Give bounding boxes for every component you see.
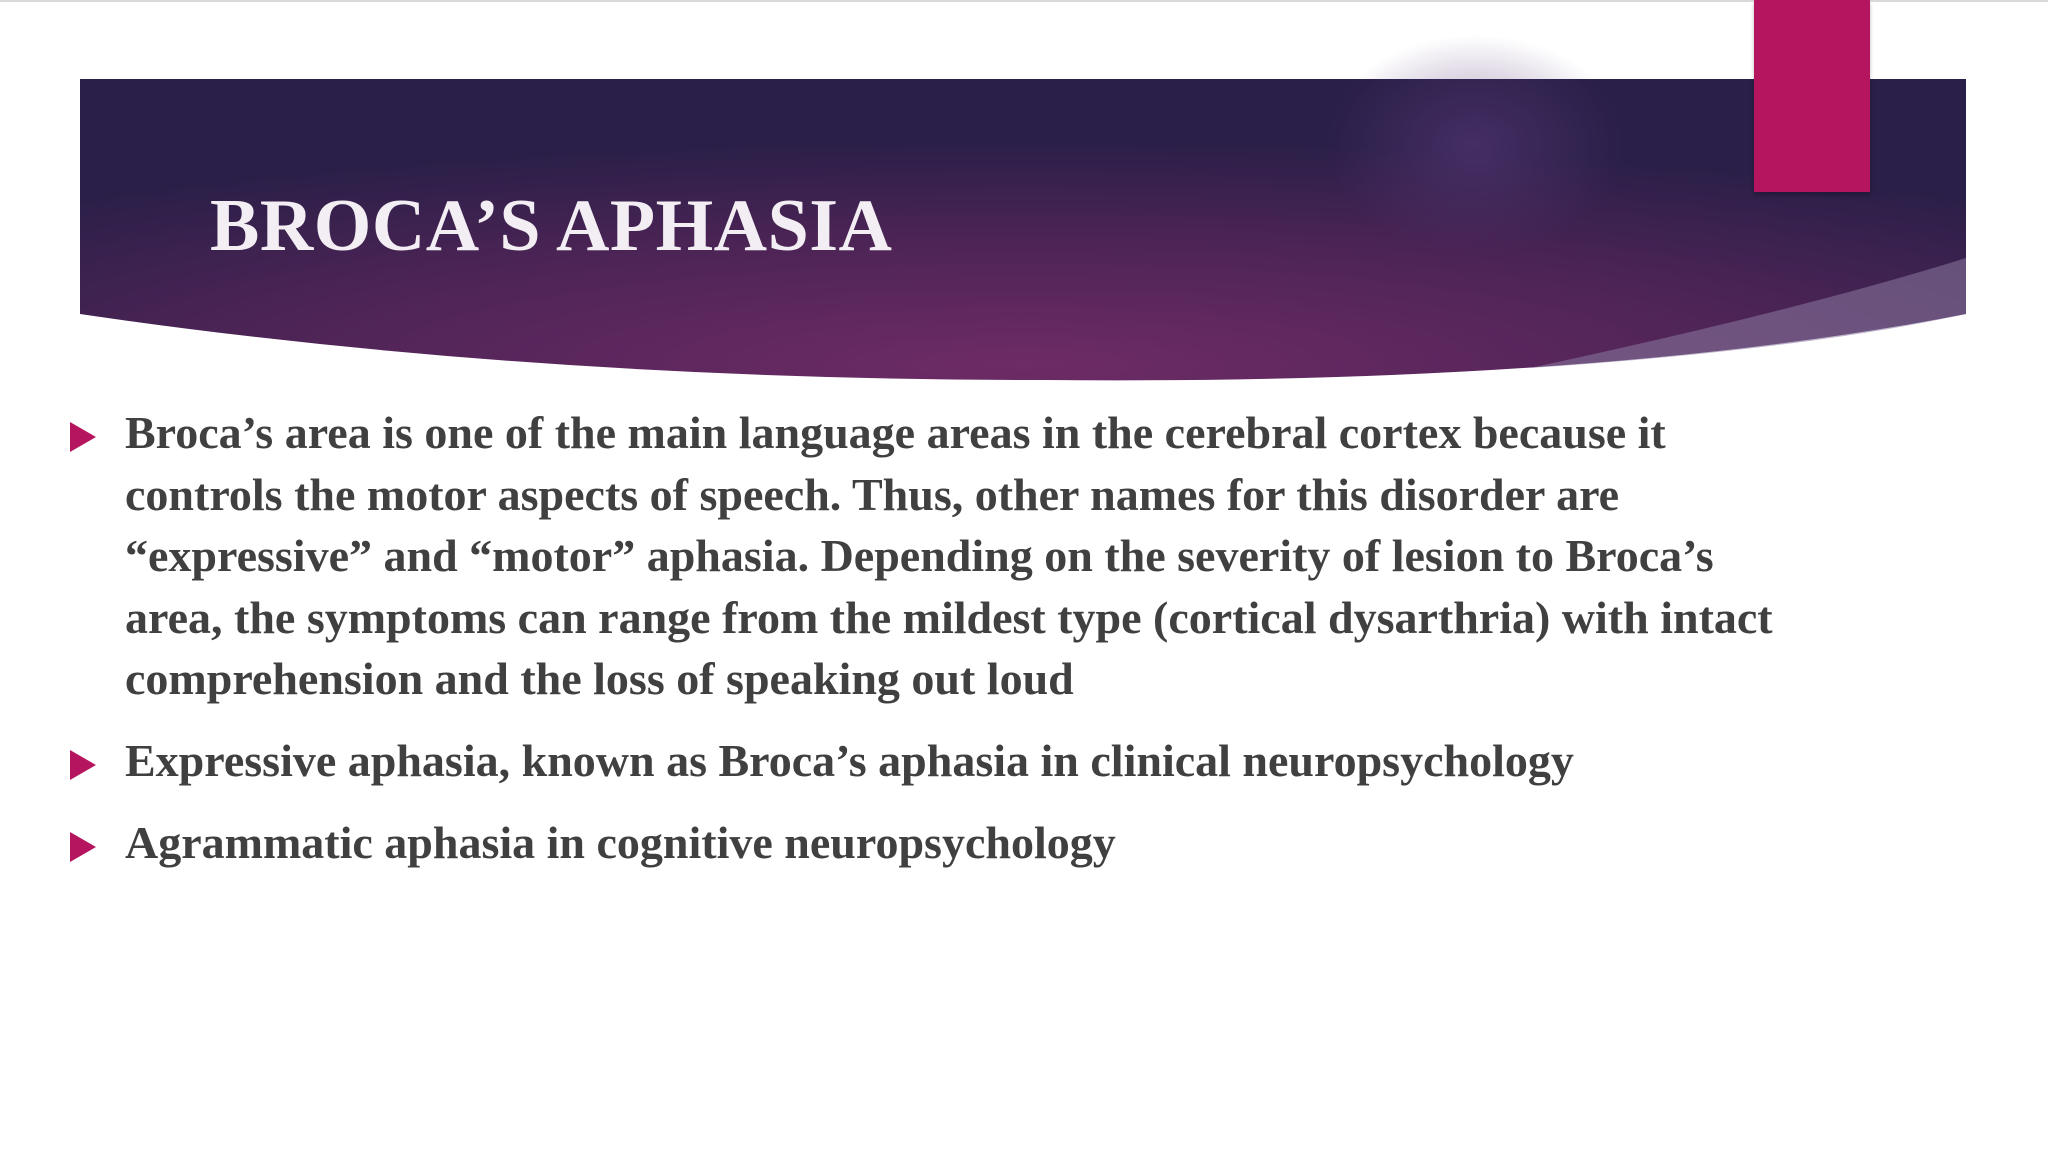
bullet-text: Expressive aphasia, known as Broca’s aphasia in clinical neuropsychology <box>125 735 1574 786</box>
slide-title: BROCA’S APHASIA <box>210 185 893 267</box>
bullet-text: Broca’s area is one of the main language areas in the cerebral cortex because it controls the motor aspects of speech. Thus, other names for this disorder are “expressive” and “motor” aphasia. Depending on the severity of lesion to Broca’s area, the symptoms can range from the mildest type (cortical dysarthria) with intact comprehension and the loss of speaking out loud <box>125 407 1773 704</box>
triangle-bullet-icon <box>70 750 96 780</box>
triangle-bullet-icon <box>70 422 96 452</box>
bullet-text: Agrammatic aphasia in cognitive neuropsychology <box>125 817 1116 868</box>
triangle-bullet-icon <box>70 832 96 862</box>
accent-tab <box>1754 0 1870 192</box>
